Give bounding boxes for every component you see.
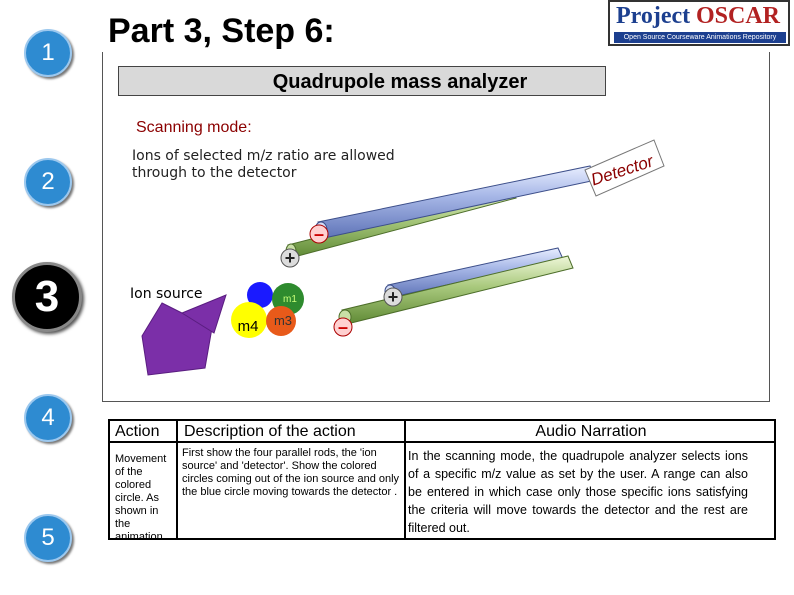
header-audio-narration: Audio Narration (406, 421, 776, 443)
logo-word-oscar: OSCAR (696, 3, 781, 29)
mode-description: Ions of selected m/z ratio are allowed through to the detector (132, 148, 395, 181)
scanning-mode-label: Scanning mode: (136, 119, 252, 136)
rod-lower-front (339, 256, 573, 324)
logo-tagline: Open Source Courseware Animations Repository (614, 32, 786, 43)
logo-word-project: Project (616, 3, 691, 29)
ion-m1-label: m1 (283, 294, 297, 305)
header-action: Action (110, 421, 176, 443)
rod-plus-lower (384, 287, 402, 307)
ion-m4 (231, 302, 267, 338)
action-cell: Movement of the colored circle. As shown in the animation. (115, 453, 167, 543)
page-title: Part 3, Step 6: (108, 12, 335, 50)
divider-1 (176, 421, 178, 538)
ion-m3 (266, 306, 296, 336)
minus-sign-upper: – (313, 224, 325, 244)
rod-minus-lower (334, 317, 352, 337)
plus-sign-upper: + (284, 248, 296, 268)
ion-m3-label: m3 (273, 313, 293, 328)
step-3-label: 3 (34, 272, 60, 321)
step-2-label: 2 (41, 168, 55, 195)
rod-upper-front (315, 166, 596, 238)
step-5-label: 5 (41, 524, 55, 551)
ion-source-label: Ion source (130, 286, 203, 302)
detector (585, 140, 664, 196)
step-1-label: 1 (41, 39, 55, 66)
description-cell: First show the four parallel rods, the 'ion source' and 'detector'. Show the colored circles coming out of the ion source and only the blue circle moving towards the detector . (182, 447, 400, 498)
storyboard-table (108, 419, 776, 543)
header-description: Description of the action (178, 421, 404, 443)
subtitle-text: Quadrupole mass analyzer (272, 71, 528, 93)
plus-sign-lower: + (387, 287, 399, 307)
detector-label: Detector (588, 151, 656, 190)
audio-narration-cell: In the scanning mode, the quadrupole analyzer selects ions of a specific m/z value as set by the user. A range can also be entered in which case only those specific ions satisfying the criteria will move towards the detector and the rest are filtered out. (408, 449, 748, 535)
ion-m4-label: m4 (237, 318, 259, 335)
minus-sign-lower: – (337, 317, 349, 337)
step-4-label: 4 (41, 404, 55, 431)
rod-plus-upper (281, 248, 299, 268)
rod-minus-upper (310, 224, 328, 244)
divider-2 (404, 421, 406, 538)
